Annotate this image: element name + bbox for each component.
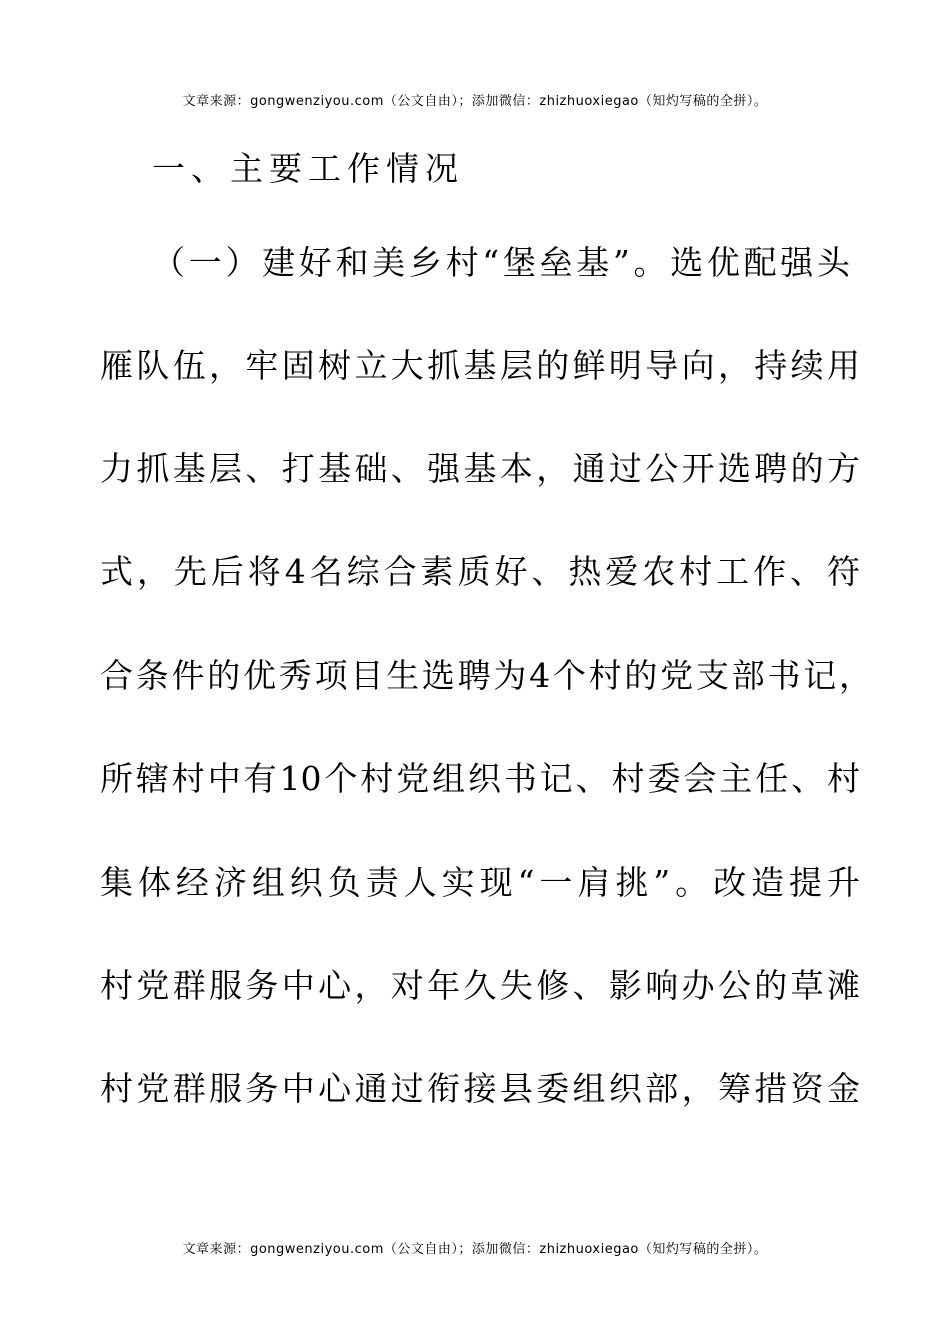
- body-line-1: （一）建好和美乡村“堡垒基”。选优配强头: [152, 243, 850, 282]
- body-line-4: 式，先后将4名综合素质好、热爱农村工作、符: [100, 552, 860, 591]
- body-line-5: 合条件的优秀项目生选聘为4个村的党支部书记，: [100, 656, 872, 695]
- page-footer-note: 文章来源：gongwenziyou.com（公文自由）；添加微信：zhizhuoxiegao（知灼写稿的全拼）。: [182, 1242, 768, 1257]
- body-line-3: 力抓基层、打基础、强基本，通过公开选聘的方: [100, 449, 860, 488]
- body-line-6: 所辖村中有10个村党组织书记、村委会主任、村: [100, 759, 860, 798]
- body-line-2: 雁队伍，牢固树立大抓基层的鲜明导向，持续用: [100, 346, 860, 385]
- body-line-9: 村党群服务中心通过衔接县委组织部，筹措资金: [100, 1069, 860, 1108]
- body-line-7: 集体经济组织负责人实现“一肩挑”。改造提升: [100, 863, 860, 902]
- section-heading: 一、主要工作情况: [152, 149, 464, 188]
- page-header-note: 文章来源：gongwenziyou.com（公文自由）；添加微信：zhizhuoxiegao（知灼写稿的全拼）。: [182, 94, 768, 109]
- body-line-8: 村党群服务中心，对年久失修、影响办公的草滩: [100, 966, 860, 1005]
